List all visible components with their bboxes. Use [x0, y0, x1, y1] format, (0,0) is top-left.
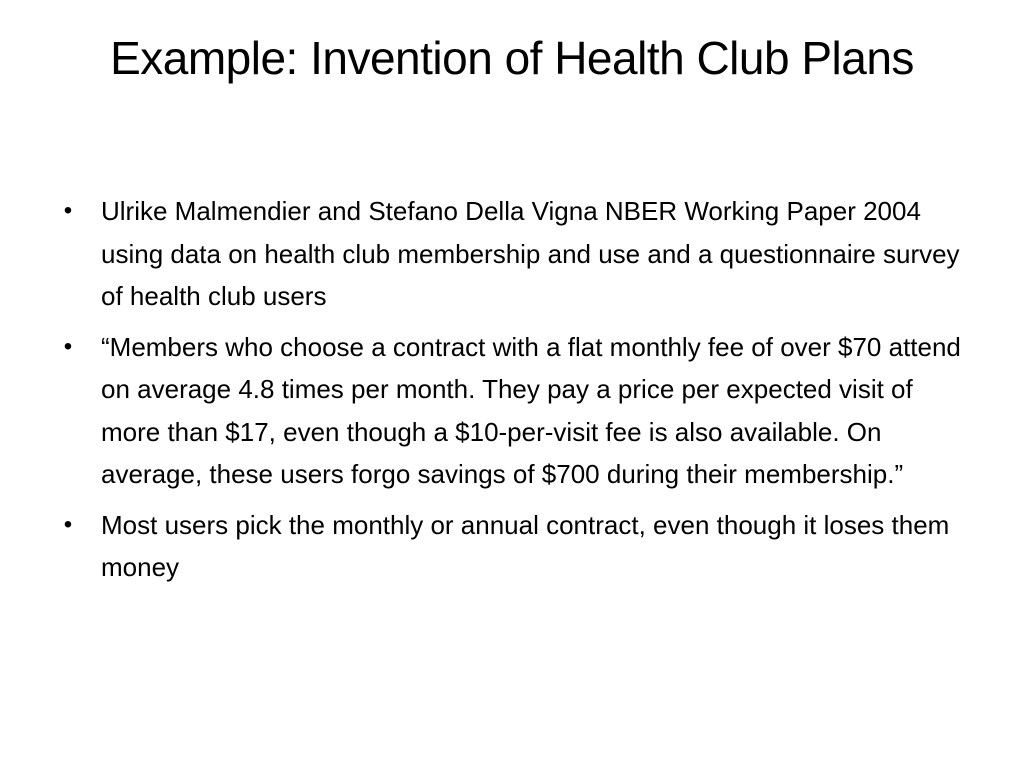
bullet-dot-icon: •	[63, 510, 73, 538]
bullet-list	[58, 190, 978, 597]
bullet-text: Ulrike Malmendier and Stefano Della Vigna NBER Working Paper 2004 using data on health club membership and use and a questionnaire survey of health club users	[101, 196, 960, 311]
bullet-item-citation	[58, 190, 978, 318]
bullet-text: Most users pick the monthly or annual contract, even though it loses them money	[101, 509, 950, 582]
bullet-dot-icon: •	[63, 332, 73, 360]
bullet-dot-icon: •	[63, 197, 73, 224]
slide-title: Example: Invention of Health Club Plans	[110, 32, 914, 84]
bullet-item-quote	[58, 326, 978, 496]
bullet-text: “Members who choose a contract with a flat monthly fee of over $70 attend on average 4.8 times per month. They pay a price per expected visit of more than $17, even though a $10-per-visit fee is also available. On average, these users forgo savings of $700 during their membership.”	[101, 331, 961, 489]
bullet-item-conclusion	[58, 504, 978, 589]
